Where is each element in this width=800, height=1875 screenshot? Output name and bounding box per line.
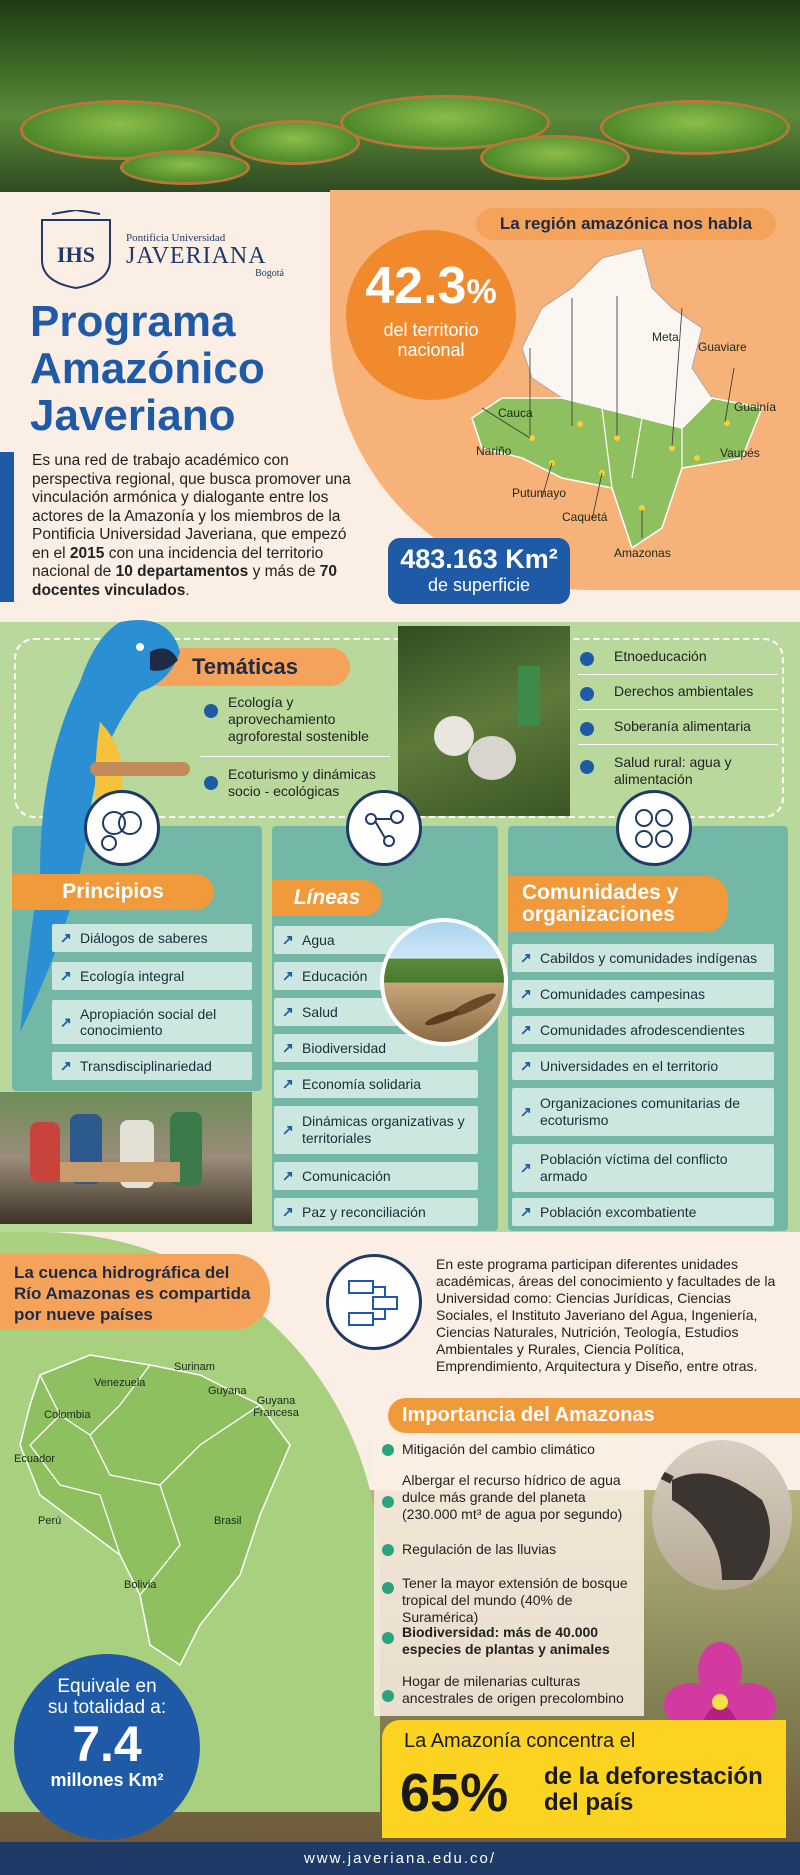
equiv-value: 7.4 bbox=[72, 1716, 142, 1772]
country-label: Perú bbox=[38, 1515, 62, 1527]
field-work-photo bbox=[398, 626, 570, 816]
divider bbox=[578, 744, 778, 745]
bullet-dot bbox=[204, 704, 218, 718]
tematica-right-4: Salud rural: agua y alimentación bbox=[614, 754, 732, 787]
tematica-left-2: Ecoturismo y dinámicas socio - ecológicas bbox=[228, 766, 376, 799]
country-label: Surinam bbox=[174, 1361, 215, 1373]
dept-label: Meta bbox=[652, 330, 679, 344]
arrow-icon: ↗ bbox=[520, 1021, 532, 1038]
bullet-dot bbox=[580, 687, 594, 701]
bullet-dot bbox=[580, 760, 594, 774]
hero-photo-water-lilies bbox=[0, 0, 800, 192]
bullet-dot bbox=[382, 1544, 394, 1556]
arrow-icon: ↗ bbox=[520, 1159, 532, 1176]
deforestation-percent: 65% bbox=[400, 1763, 509, 1823]
linea-item: ↗ Biodiversidad bbox=[274, 1034, 478, 1062]
equiv-unit: millones Km² bbox=[50, 1770, 164, 1790]
principio-item: ↗ Diálogos de saberes bbox=[52, 924, 252, 952]
linea-item: ↗ Economía solidaria bbox=[274, 1070, 478, 1098]
area-value: 483.163 Km² bbox=[400, 544, 558, 574]
network-nodes-icon bbox=[346, 790, 422, 866]
basin-area-badge bbox=[14, 1654, 200, 1840]
deforestation-text bbox=[544, 1764, 763, 1816]
tematica-right-3: Soberanía alimentaria bbox=[614, 718, 751, 734]
equiv-line2: su totalidad a: bbox=[47, 1697, 167, 1718]
principio-item: ↗ Apropiación social del conocimiento bbox=[52, 1000, 252, 1044]
country-label: Brasil bbox=[214, 1515, 242, 1527]
comunidad-item: ↗ Organizaciones comunitarias de ecoturismo bbox=[512, 1088, 774, 1136]
intro-paragraph: Es una red de trabajo académico con perspectiva regional, que busca promover una vinculación armónica y dialogante entre los actores de la Amazonía y los miembros de la Pontificia Universidad Javeriana, que empezó en el 2015 con una incidencia del territorio nacional de 10 departamentos y más de 70 docentes vinculados. bbox=[32, 452, 351, 599]
importancia-item: Biodiversidad: más de 40.000 especies de plantas y animales bbox=[402, 1624, 610, 1657]
anteater-photo bbox=[652, 1440, 792, 1590]
community-meeting-photo bbox=[0, 1092, 252, 1224]
linea-item: ↗ Dinámicas organizativas y territoriales bbox=[274, 1106, 478, 1154]
comunidad-item: ↗ Comunidades campesinas bbox=[512, 980, 774, 1008]
divider bbox=[578, 674, 778, 675]
bullet-dot bbox=[382, 1444, 394, 1456]
importancia-item: Regulación de las lluvias bbox=[402, 1541, 557, 1557]
importancia-item: Albergar el recurso hídrico de agua dulce más grande del planeta (230.000 mt³ de agua por segundo) bbox=[402, 1472, 623, 1522]
tematica-right-2: Derechos ambientales bbox=[614, 683, 754, 699]
country-label: Guyana bbox=[208, 1385, 247, 1397]
page-title bbox=[30, 298, 330, 439]
arrow-icon: ↗ bbox=[282, 931, 294, 948]
arrow-icon: ↗ bbox=[60, 1057, 72, 1074]
comunidad-item: ↗ Población víctima del conflicto armado bbox=[512, 1144, 774, 1192]
arrow-icon: ↗ bbox=[60, 1014, 72, 1030]
area-badge bbox=[388, 538, 570, 604]
linea-item: ↗ Salud bbox=[274, 998, 478, 1026]
arrow-icon: ↗ bbox=[520, 1057, 532, 1074]
principios-heading: Principios bbox=[12, 874, 214, 910]
bullet-dot bbox=[580, 722, 594, 736]
people-dialogue-icon bbox=[84, 790, 160, 866]
arrow-icon: ↗ bbox=[60, 929, 72, 946]
country-label: Ecuador bbox=[14, 1453, 55, 1465]
importancia-item: Tener la mayor extensión de bosque tropical del mundo (40% de Suramérica) bbox=[402, 1575, 628, 1625]
principio-item: ↗ Ecología integral bbox=[52, 962, 252, 990]
bullet-dot bbox=[580, 652, 594, 666]
tematicas-heading: Temáticas bbox=[140, 648, 350, 686]
participants-paragraph: En este programa participan diferentes unidades académicas, áreas del conocimiento y facultades de la Universidad como: Ciencias Jurídicas, Ciencias Sociales, el Instituto Javeriano del Agua, Ingeniería, Ciencias Naturales, Nutrición, Teología, Estudios Ambientales y Rurales, Ciencia Política, Emprendimiento, Arquitectura y Diseño, entre otras. bbox=[436, 1256, 776, 1374]
linea-item: ↗ Educación bbox=[274, 962, 478, 990]
bullet-dot bbox=[204, 776, 218, 790]
importancia-item: Hogar de milenarias culturas ancestrales de origen precolombino bbox=[402, 1673, 624, 1706]
importancia-item: Mitigación del cambio climático bbox=[402, 1441, 595, 1457]
divider bbox=[200, 756, 390, 757]
comunidad-item: ↗ Cabildos y comunidades indígenas bbox=[512, 944, 774, 972]
dept-label: Guaviare bbox=[698, 340, 747, 354]
linea-item: ↗ Paz y reconciliación bbox=[274, 1198, 478, 1226]
title-line2: Amazónico bbox=[30, 344, 265, 393]
dept-label: Caquetá bbox=[562, 510, 608, 524]
arrow-icon: ↗ bbox=[282, 967, 294, 984]
arrow-icon: ↗ bbox=[520, 985, 532, 1002]
region-heading: La región amazónica nos habla bbox=[476, 208, 776, 240]
river-canoes-photo bbox=[380, 918, 508, 1046]
dept-label: Nariño bbox=[476, 444, 512, 458]
comunidad-item: ↗ Comunidades afrodescendientes bbox=[512, 1016, 774, 1044]
arrow-icon: ↗ bbox=[282, 1003, 294, 1020]
dept-label: Amazonas bbox=[614, 546, 671, 560]
dept-label: Cauca bbox=[498, 406, 533, 420]
comunidades-heading: Comunidades y organizaciones bbox=[508, 876, 728, 932]
university-line3: Bogotá bbox=[255, 268, 284, 279]
university-line1: Pontificia Universidad bbox=[126, 232, 226, 244]
intro-accent-bar bbox=[0, 452, 14, 602]
tematica-right-1: Etnoeducación bbox=[614, 648, 707, 664]
linea-item: ↗ Comunicación bbox=[274, 1162, 478, 1190]
community-group-icon bbox=[616, 790, 692, 866]
bullet-dot bbox=[382, 1582, 394, 1594]
deforestation-panel bbox=[382, 1720, 786, 1838]
footer-website-link[interactable]: www.javeriana.edu.co/ bbox=[0, 1842, 800, 1875]
bullet-dot bbox=[382, 1496, 394, 1508]
university-name bbox=[126, 232, 296, 279]
dept-label: Putumayo bbox=[512, 486, 567, 500]
country-label: Venezuela bbox=[94, 1377, 146, 1389]
dept-label: Vaupés bbox=[720, 446, 760, 460]
svg-text:IHS: IHS bbox=[57, 242, 95, 267]
principio-item: ↗ Transdisciplinariedad bbox=[52, 1052, 252, 1080]
comunidad-item: ↗ Universidades en el territorio bbox=[512, 1052, 774, 1080]
university-line2: JAVERIANA bbox=[126, 243, 267, 269]
deforestation-line2: de la deforestación bbox=[544, 1763, 763, 1790]
arrow-icon: ↗ bbox=[282, 1121, 294, 1138]
percent-caption: del territorio nacional bbox=[383, 320, 479, 360]
arrow-icon: ↗ bbox=[520, 1103, 532, 1120]
divider bbox=[578, 709, 778, 710]
dept-label: Guainía bbox=[734, 400, 777, 414]
arrow-icon: ↗ bbox=[282, 1075, 294, 1092]
lineas-heading: Líneas bbox=[272, 880, 382, 916]
country-label: Bolivia bbox=[124, 1579, 157, 1591]
area-caption: de superficie bbox=[427, 575, 531, 595]
title-line1: Programa bbox=[30, 297, 236, 346]
comunidad-item: ↗ Población excombatiente bbox=[512, 1198, 774, 1226]
cuenca-heading: La cuenca hidrográfica del Río Amazonas es compartida por nueve países bbox=[0, 1254, 270, 1330]
country-label: Guyana Francesa bbox=[253, 1395, 299, 1419]
bullet-dot bbox=[382, 1632, 394, 1644]
arrow-icon: ↗ bbox=[282, 1167, 294, 1184]
importancia-heading: Importancia del Amazonas bbox=[388, 1398, 800, 1433]
tematica-left-1: Ecología y aprovechamiento agroforestal sostenible bbox=[228, 694, 369, 744]
arrow-icon: ↗ bbox=[60, 967, 72, 984]
equiv-line1: Equivale en bbox=[57, 1676, 157, 1697]
arrow-icon: ↗ bbox=[282, 1203, 294, 1220]
arrow-icon: ↗ bbox=[520, 1203, 532, 1220]
arrow-icon: ↗ bbox=[282, 1039, 294, 1056]
south-america-map bbox=[0, 1345, 300, 1675]
deforestation-line1: La Amazonía concentra el bbox=[404, 1730, 636, 1752]
arrow-icon: ↗ bbox=[520, 949, 532, 966]
university-seal-icon bbox=[32, 210, 120, 290]
bullet-dot bbox=[382, 1690, 394, 1702]
country-label: Colombia bbox=[44, 1409, 91, 1421]
deforestation-line3: del país bbox=[544, 1789, 634, 1816]
title-line3: Javeriano bbox=[30, 391, 236, 440]
flowchart-icon bbox=[326, 1254, 422, 1350]
linea-item: ↗ Agua bbox=[274, 926, 478, 954]
territory-percent-badge: 42.3% del territorio nacional bbox=[346, 230, 516, 400]
